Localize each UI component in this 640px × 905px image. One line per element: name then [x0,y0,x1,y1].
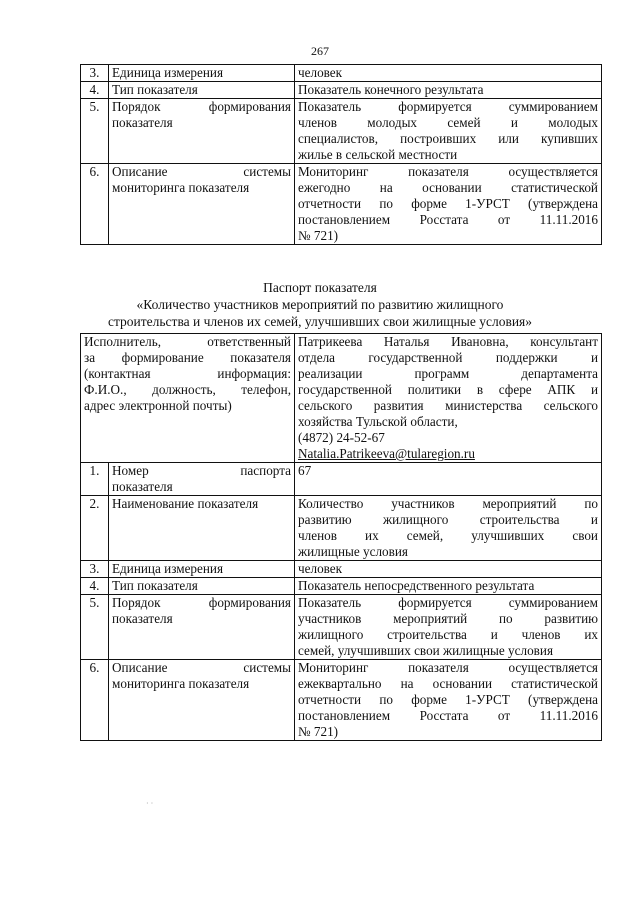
page-number: 267 [311,44,329,58]
row-value [295,99,602,164]
value-line: семей, улучшивших свои жилищные условия [298,643,554,658]
label-line: (контактная информация: [84,366,291,381]
row-number: 6. [81,164,109,245]
row-value [295,660,602,741]
label-line: мониторинга показателя [112,676,250,691]
table-row [81,660,602,741]
value-line: № 721) [298,228,339,243]
label-line: показателя [112,611,173,626]
passport-title: Паспорт показателя [263,280,377,295]
value-line: отчетности по форме 1-УРСТ (утверждена [298,692,598,707]
table-row-executor [81,334,602,463]
row-number: 3. [81,65,109,82]
row-label [109,99,295,164]
label-line: Исполнитель, ответственный [84,334,291,349]
table-row [81,65,602,82]
table-row [81,463,602,496]
value-line: жилищного строительства и членов их [298,627,598,642]
row-value: Показатель конечного результата [295,82,602,99]
label-line: показателя [112,115,173,130]
scan-speck: · · [146,799,154,808]
label-line: Ф.И.О., должность, телефон, [84,382,291,397]
label-line: мониторинга показателя [112,180,250,195]
value-line: Мониторинг показателя осуществляется [298,164,598,179]
label-line: Порядок формирования [112,99,291,114]
value-line: специалистов, построивших или купивших [298,131,598,146]
value-line: Показатель формируется суммированием [298,595,598,610]
row-number: 6. [81,660,109,741]
row-number: 3. [81,561,109,578]
row-number: 5. [81,99,109,164]
row-number: 4. [81,578,109,595]
value-line: ежеквартально на основании статистической [298,676,598,691]
row-label: Единица измерения [109,561,295,578]
row-label [109,463,295,496]
label-line: показателя [112,479,173,494]
value-line: отдела государственной поддержки и [298,350,598,365]
executor-email-link[interactable]: Natalia.Patrikeeva@tularegion.ru [298,446,475,461]
passport-subtitle-line-2: строительства и членов их семей, улучшивших свои жилищные условия» [107,314,533,329]
label-line: Порядок формирования [112,595,291,610]
value-line: государственной политики в сфере АПК и [298,382,598,397]
value-line: Патрикеева Наталья Ивановна, консультант [298,334,598,349]
value-line: Показатель формируется суммированием [298,99,598,114]
value-line: реализации программ департамента [298,366,598,381]
indicator-table-continued [80,64,602,245]
label-line: Описание системы [112,660,291,675]
row-value [295,595,602,660]
row-label: Единица измерения [109,65,295,82]
value-line: постановлением Росстата от 11.11.2016 [298,708,598,723]
value-line: № 721) [298,724,339,739]
table-row [81,82,602,99]
row-number: 4. [81,82,109,99]
value-line: сельского развития министерства сельского [298,398,598,413]
row-value: человек [295,561,602,578]
value-line: отчетности по форме 1-УРСТ (утверждена [298,196,598,211]
value-line: Мониторинг показателя осуществляется [298,660,598,675]
value-line: членов их семей, улучшивших свои [298,528,598,543]
row-label: Тип показателя [109,578,295,595]
label-line: адрес электронной почты) [84,398,232,413]
row-label [109,660,295,741]
row-label: Тип показателя [109,82,295,99]
row-value [295,164,602,245]
label-line: Номер паспорта [112,463,291,478]
value-line: ежегодно на основании статистической [298,180,598,195]
value-line: Количество участников мероприятий по [298,496,598,511]
row-value: Показатель непосредственного результата [295,578,602,595]
executor-value [295,334,602,463]
table-row [81,595,602,660]
label-line: за формирование показателя [84,350,291,365]
table-row [81,164,602,245]
table-row [81,99,602,164]
row-label: Наименование показателя [109,496,295,561]
table-row [81,578,602,595]
value-line: развитию жилищного строительства и [298,512,598,527]
row-label [109,164,295,245]
label-line: Описание системы [112,164,291,179]
row-value: человек [295,65,602,82]
table-row [81,496,602,561]
value-line: постановлением Росстата от 11.11.2016 [298,212,598,227]
row-number: 2. [81,496,109,561]
row-number: 5. [81,595,109,660]
executor-label [81,334,295,463]
row-number: 1. [81,463,109,496]
row-value [295,496,602,561]
value-line: жилищные условия [298,544,409,559]
value-line: членов молодых семей и молодых [298,115,598,130]
row-value: 67 [295,463,602,496]
table-row [81,561,602,578]
value-line: участников мероприятий по развитию [298,611,598,626]
value-line: жилье в сельской местности [298,147,458,162]
executor-phone: (4872) 24-52-67 [298,430,385,445]
row-label [109,595,295,660]
value-line: хозяйства Тульской области, [298,414,458,429]
indicator-passport-table [80,333,602,741]
passport-subtitle-line-1: «Количество участников мероприятий по развитию жилищного [136,297,504,312]
